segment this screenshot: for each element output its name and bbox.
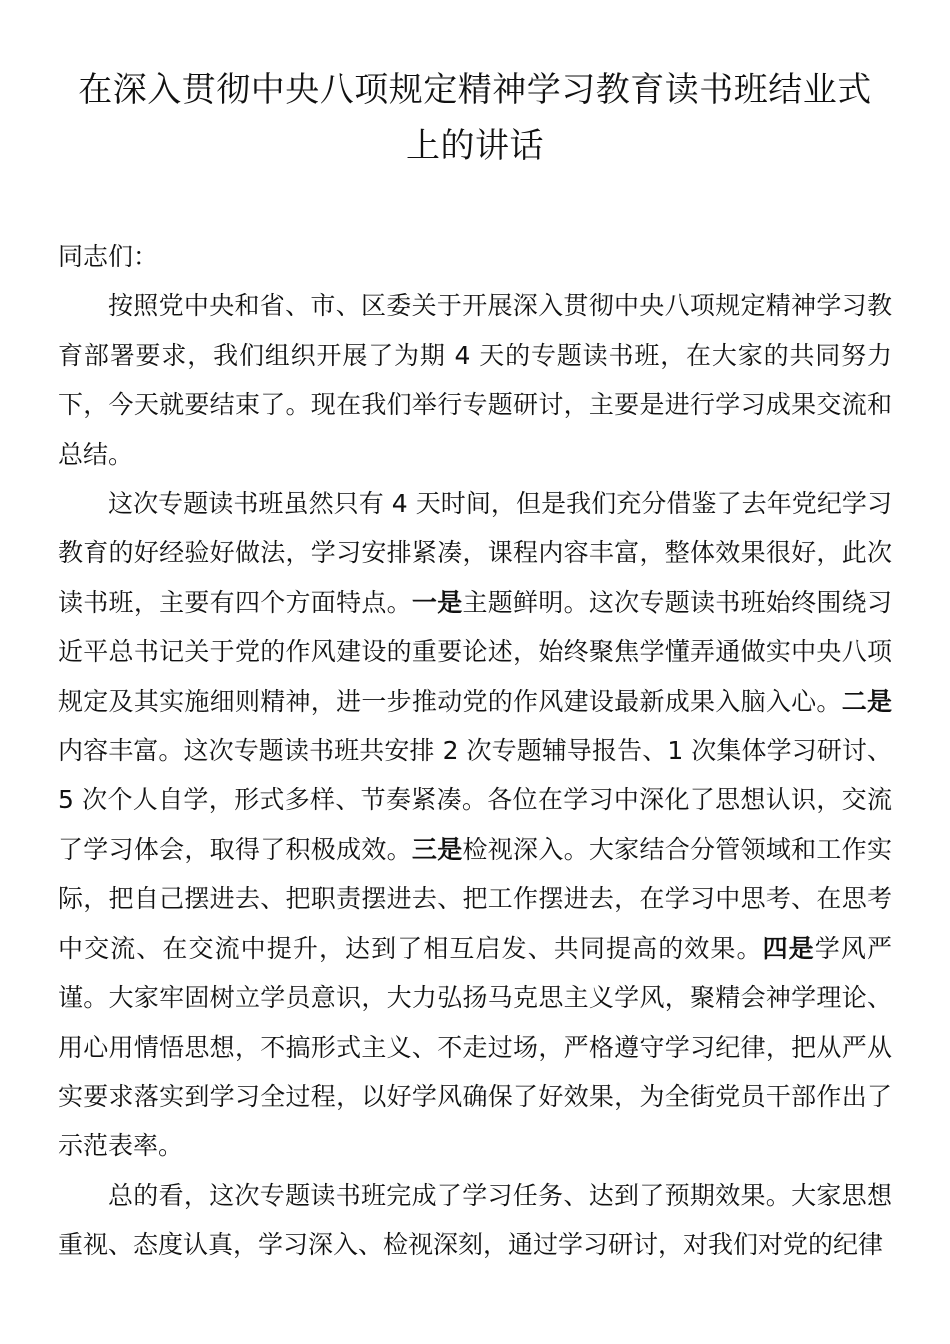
paragraph-2 bbox=[58, 479, 892, 1171]
paragraph-2-intro: 这次专题读书班虽然只有 4 天时间，但是我们充分借鉴了去年党纪学习教育的好经验好做法，学习安排紧凑，课程内容丰富，整体效果很好，此次读书班，主要有四个方面特点。 bbox=[58, 489, 892, 617]
point-2-label: 二是 bbox=[841, 686, 892, 716]
point-1-label: 一是 bbox=[411, 587, 463, 617]
point-4-text: 学风严谨。大家牢固树立学员意识，大力弘扬马克思主义学风，聚精会神学理论、用心用情悟思想，不搞形式主义、不走过场，严格遵守学习纪律，把从严从实要求落实到学习全过程，以好学风确保了好效果，为全街党员干部作出了示范表率。 bbox=[58, 933, 892, 1161]
paragraph-3: 总的看，这次专题读书班完成了学习任务、达到了预期效果。大家思想重视、态度认真，学习深入、检视深刻，通过学习研讨，对我们对党的纪律 bbox=[58, 1180, 892, 1260]
point-3-text: 检视深入。大家结合分管领域和工作实际，把自己摆进去、把职责摆进去、把工作摆进去，在学习中思考、在思考中交流、在交流中提升，达到了相互启发、共同提高的效果。 bbox=[58, 834, 892, 963]
point-2-text: 内容丰富。这次专题读书班共安排 2 次专题辅导报告、1 次集体学习研讨、5 次个人自学，形式多样、节奏紧凑。各位在学习中深化了思想认识，交流了学习体会，取得了积极成效。 bbox=[58, 736, 892, 864]
paragraph-1: 按照党中央和省、市、区委关于开展深入贯彻中央八项规定精神学习教育部署要求，我们组织开展了为期 4 天的专题读书班，在大家的共同努力下，今天就要结束了。现在我们举行专题研讨，主要是进行学习成果交流和总结。 bbox=[58, 291, 892, 469]
point-3-label: 三是 bbox=[411, 834, 463, 864]
point-4-label: 四是 bbox=[762, 933, 815, 963]
point-1-text: 主题鲜明。这次专题读书班始终围绕习近平总书记关于党的作风建设的重要论述，始终聚焦学懂弄通做实中央八项规定及其实施细则精神，进一步推动党的作风建设最新成果入脑入心。 bbox=[58, 587, 892, 716]
document-title: 在深入贯彻中央八项规定精神学习教育读书班结业式上的讲话 bbox=[78, 70, 872, 166]
salutation: 同志们： bbox=[58, 242, 159, 271]
